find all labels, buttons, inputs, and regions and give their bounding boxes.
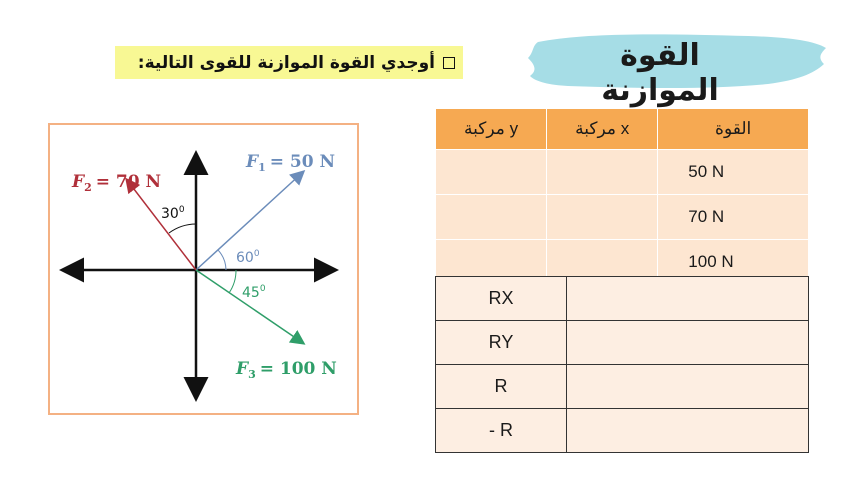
result-label: R — [436, 365, 567, 409]
force-f2-label — [71, 172, 161, 194]
angle-45-degree: 0 — [259, 284, 266, 294]
f2-symbol: F — [72, 172, 85, 192]
cell-force: 100 N — [658, 240, 809, 285]
f3-subscript: 3 — [248, 368, 256, 381]
cell-force: 50 N — [658, 150, 809, 195]
angle-45-value: 45 — [242, 285, 260, 301]
instruction-text: أوجدي القوة الموازنة للقوى التالية: — [137, 52, 435, 73]
force-f1-label — [245, 152, 335, 174]
cell-x-empty[interactable] — [547, 150, 658, 195]
angle-60-value: 60 — [236, 250, 254, 266]
f2-value: = 70 N — [95, 172, 162, 192]
angle-30-value: 30 — [161, 206, 179, 222]
angle-arc-60 — [218, 250, 226, 270]
result-value-empty[interactable] — [567, 409, 809, 453]
cell-y-empty[interactable] — [436, 150, 547, 195]
result-label: RX — [436, 277, 567, 321]
checkbox-bullet-icon — [443, 57, 455, 69]
angle-label-30 — [161, 205, 185, 222]
force-f3-label — [235, 359, 337, 381]
page-title: القوة الموازنة — [601, 38, 719, 108]
header-force: القوة — [658, 109, 809, 150]
cell-y-empty[interactable] — [436, 195, 547, 240]
result-value-empty[interactable] — [567, 365, 809, 409]
results-table — [435, 276, 809, 453]
force-diagram — [48, 123, 359, 415]
force-diagram-svg — [50, 125, 357, 413]
cell-x-empty[interactable] — [547, 195, 658, 240]
angle-30-degree: 0 — [178, 205, 185, 215]
f1-subscript: 1 — [258, 161, 266, 174]
angle-label-60 — [236, 249, 260, 266]
angle-label-45 — [242, 284, 266, 301]
angle-arc-45 — [229, 270, 236, 293]
components-table-header — [436, 109, 809, 150]
result-value-empty[interactable] — [567, 277, 809, 321]
f1-value: = 50 N — [269, 152, 336, 172]
f2-subscript: 2 — [84, 181, 92, 194]
table-row — [436, 150, 809, 195]
table-row — [436, 195, 809, 240]
table-row — [436, 321, 809, 365]
components-table — [435, 108, 809, 285]
cell-force: 70 N — [658, 195, 809, 240]
table-row — [436, 365, 809, 409]
result-label: - R — [436, 409, 567, 453]
result-label: RY — [436, 321, 567, 365]
result-value-empty[interactable] — [567, 321, 809, 365]
f1-symbol: F — [246, 152, 259, 172]
force-f3-vector — [196, 270, 303, 343]
f3-value: = 100 N — [259, 359, 337, 379]
table-row — [436, 277, 809, 321]
angle-arc-30 — [169, 224, 196, 233]
header-y-component: مركبة y — [436, 109, 547, 150]
table-row — [436, 409, 809, 453]
angle-60-degree: 0 — [253, 249, 260, 259]
instruction-banner — [115, 46, 463, 79]
f3-symbol: F — [236, 359, 249, 379]
header-x-component: مركبة x — [547, 109, 658, 150]
